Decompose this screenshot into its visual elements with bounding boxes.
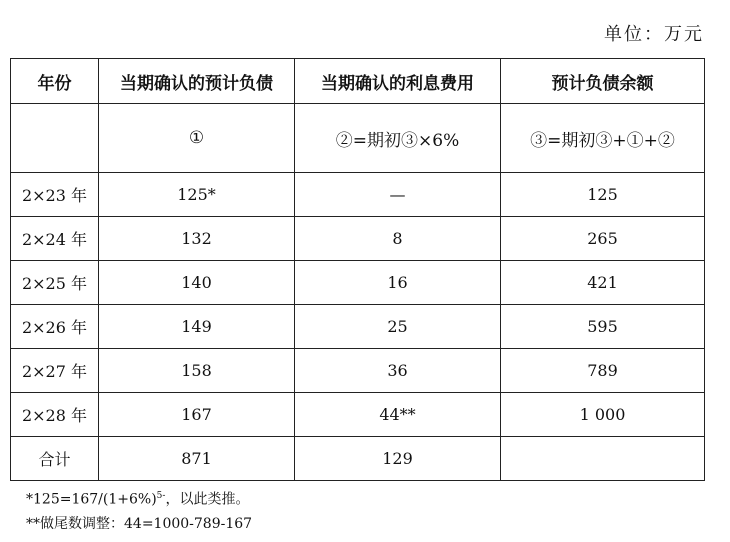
interest-cell: — xyxy=(295,173,501,217)
balance-cell: 595 xyxy=(501,305,705,349)
provision-cell: 140 xyxy=(99,261,295,305)
year-cell: 2×24 年 xyxy=(11,217,99,261)
table-row xyxy=(11,217,705,261)
header-row xyxy=(11,59,705,104)
balance-cell: 789 xyxy=(501,349,705,393)
year-cell: 2×25 年 xyxy=(11,261,99,305)
column-header-interest: 当期确认的利息费用 xyxy=(295,59,501,104)
footnote-1-exponent: 5- xyxy=(156,491,166,501)
balance-cell: 1 000 xyxy=(501,393,705,437)
formula-row xyxy=(11,104,705,173)
footnote-1 xyxy=(26,484,252,512)
interest-cell: 8 xyxy=(295,217,501,261)
balance-cell: 421 xyxy=(501,261,705,305)
interest-cell: 25 xyxy=(295,305,501,349)
column-header-year: 年份 xyxy=(11,59,99,104)
column-header-balance: 预计负债余额 xyxy=(501,59,705,104)
formula-cell: ① xyxy=(99,104,295,173)
footnote-1-formula: *125=167/(1+6%) xyxy=(26,491,157,508)
table-row xyxy=(11,393,705,437)
year-cell: 2×28 年 xyxy=(11,393,99,437)
interest-cell: 36 xyxy=(295,349,501,393)
balance-total-cell xyxy=(501,437,705,481)
provision-cell: 132 xyxy=(99,217,295,261)
table-row xyxy=(11,261,705,305)
provision-total-cell: 871 xyxy=(99,437,295,481)
liability-table xyxy=(10,58,705,481)
total-label-cell: 合计 xyxy=(11,437,99,481)
footnote-1-tail: ，以此类推。 xyxy=(165,491,250,508)
balance-cell: 265 xyxy=(501,217,705,261)
footnotes xyxy=(26,484,252,536)
formula-cell: ③=期初③+①+② xyxy=(501,104,705,173)
provision-cell: 158 xyxy=(99,349,295,393)
table-row xyxy=(11,173,705,217)
interest-total-cell: 129 xyxy=(295,437,501,481)
table-row xyxy=(11,305,705,349)
table-row xyxy=(11,349,705,393)
column-header-provision: 当期确认的预计负债 xyxy=(99,59,295,104)
year-cell: 2×27 年 xyxy=(11,349,99,393)
provision-cell: 149 xyxy=(99,305,295,349)
footnote-2: **做尾数调整：44=1000-789-167 xyxy=(26,515,253,532)
year-cell: 2×23 年 xyxy=(11,173,99,217)
year-cell: 2×26 年 xyxy=(11,305,99,349)
formula-cell: ②=期初③×6% xyxy=(295,104,501,173)
interest-cell: 44** xyxy=(295,393,501,437)
unit-label: 单位：万元 xyxy=(604,24,704,45)
provision-cell: 125* xyxy=(99,173,295,217)
balance-cell: 125 xyxy=(501,173,705,217)
interest-cell: 16 xyxy=(295,261,501,305)
provision-cell: 167 xyxy=(99,393,295,437)
total-row xyxy=(11,437,705,481)
formula-cell xyxy=(11,104,99,173)
